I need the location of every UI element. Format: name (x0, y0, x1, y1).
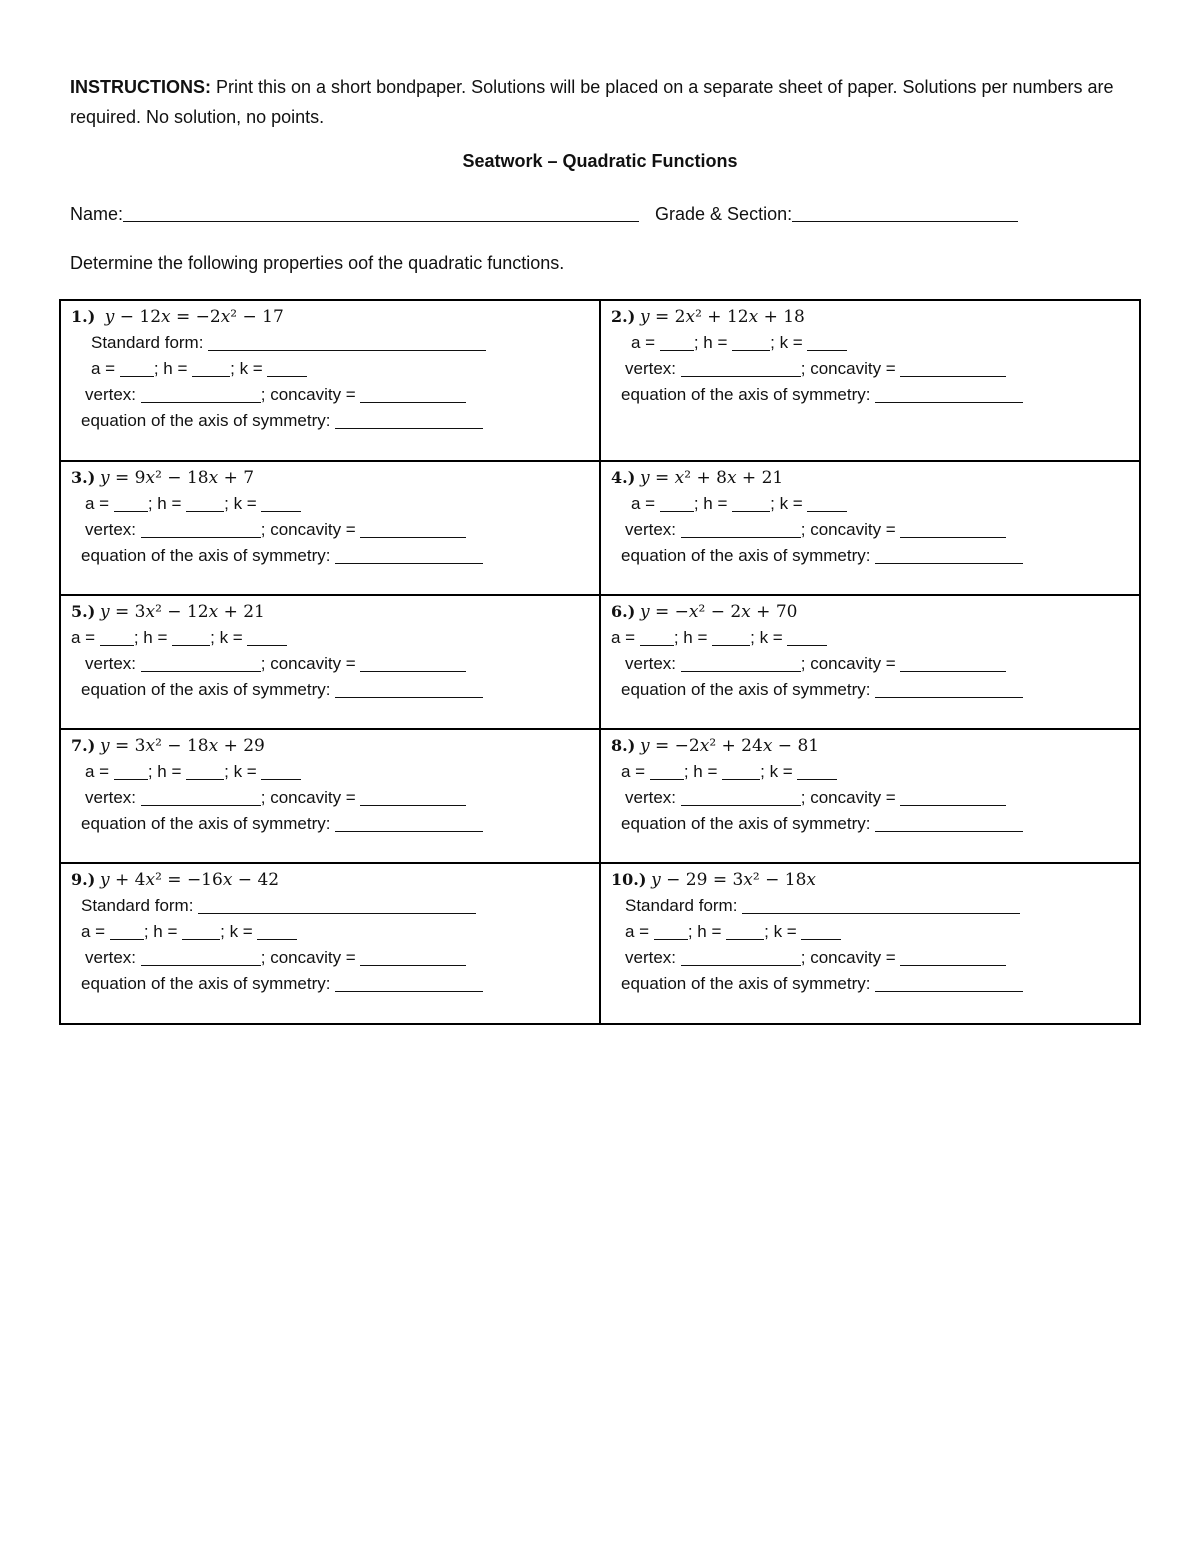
a-label: a = (621, 762, 646, 781)
problem-cell-3 (60, 461, 600, 595)
page-title: Seatwork – Quadratic Functions (462, 151, 738, 171)
axis-label: equation of the axis of symmetry: (621, 546, 871, 565)
vertex-blank[interactable] (141, 789, 261, 806)
concavity-label: ; concavity = (800, 654, 896, 673)
a-label: a = (631, 494, 656, 513)
k-label: ; k = (230, 359, 263, 378)
axis-blank[interactable] (335, 681, 483, 698)
a-blank[interactable] (650, 763, 684, 780)
problem-cell-2 (600, 300, 1140, 461)
problem-cell-5 (60, 595, 600, 729)
concavity-label: ; concavity = (260, 654, 356, 673)
h-label: ; h = (133, 628, 168, 647)
a-label: a = (81, 922, 106, 941)
concavity-blank[interactable] (360, 789, 466, 806)
h-label: ; h = (693, 494, 728, 513)
problem-cell-7 (60, 729, 600, 863)
concavity-blank[interactable] (900, 521, 1006, 538)
h-blank[interactable] (192, 360, 230, 377)
h-label: ; h = (153, 359, 188, 378)
axis-blank[interactable] (335, 975, 483, 992)
axis-label: equation of the axis of symmetry: (81, 974, 331, 993)
h-label: ; h = (683, 762, 718, 781)
a-blank[interactable] (654, 923, 688, 940)
k-label: ; k = (760, 762, 793, 781)
problem-number: 7.) (71, 736, 96, 755)
k-label: ; k = (770, 333, 803, 352)
grade-section-label: Grade & Section: (655, 204, 793, 224)
problem-number: 9.) (71, 870, 96, 889)
a-blank[interactable] (100, 629, 134, 646)
h-label: ; h = (687, 922, 722, 941)
vertex-label: vertex: (85, 948, 137, 967)
concavity-label: ; concavity = (800, 948, 896, 967)
k-label: ; k = (210, 628, 243, 647)
concavity-label: ; concavity = (800, 359, 896, 378)
h-label: ; h = (143, 922, 178, 941)
axis-blank[interactable] (875, 975, 1023, 992)
vertex-label: vertex: (625, 788, 677, 807)
standard-form-label: Standard form: (625, 896, 738, 915)
concavity-blank[interactable] (900, 789, 1006, 806)
problem-equation: 𝑦 = −2𝑥² + 24𝑥 − 81 (640, 736, 820, 756)
axis-label: equation of the axis of symmetry: (81, 546, 331, 565)
axis-blank[interactable] (875, 815, 1023, 832)
a-label: a = (625, 922, 650, 941)
problem-cell-8 (600, 729, 1140, 863)
concavity-label: ; concavity = (260, 385, 356, 404)
axis-blank[interactable] (875, 681, 1023, 698)
standard-form-blank[interactable] (208, 334, 486, 351)
vertex-blank[interactable] (141, 949, 261, 966)
k-blank[interactable] (261, 495, 301, 512)
h-blank[interactable] (186, 495, 224, 512)
axis-label: equation of the axis of symmetry: (621, 385, 871, 404)
vertex-blank[interactable] (141, 521, 261, 538)
a-label: a = (631, 333, 656, 352)
h-blank[interactable] (732, 495, 770, 512)
problem-equation: 𝑦 = 3𝑥² − 12𝑥 + 21 (100, 602, 265, 622)
h-blank[interactable] (186, 763, 224, 780)
k-blank[interactable] (801, 923, 841, 940)
instructions (70, 72, 1130, 132)
h-blank[interactable] (726, 923, 764, 940)
problem-number: 6.) (611, 602, 636, 621)
vertex-label: vertex: (85, 788, 137, 807)
problem-number: 8.) (611, 736, 636, 755)
vertex-label: vertex: (85, 385, 137, 404)
concavity-label: ; concavity = (800, 788, 896, 807)
vertex-blank[interactable] (681, 360, 801, 377)
vertex-label: vertex: (625, 520, 677, 539)
axis-label: equation of the axis of symmetry: (81, 680, 331, 699)
h-blank[interactable] (732, 334, 770, 351)
k-blank[interactable] (787, 629, 827, 646)
k-label: ; k = (770, 494, 803, 513)
a-blank[interactable] (640, 629, 674, 646)
h-label: ; h = (693, 333, 728, 352)
a-blank[interactable] (114, 763, 148, 780)
standard-form-blank[interactable] (198, 897, 476, 914)
a-blank[interactable] (660, 495, 694, 512)
problem-number: 3.) (71, 468, 96, 487)
h-blank[interactable] (182, 923, 220, 940)
axis-blank[interactable] (875, 547, 1023, 564)
problem-equation: 𝑦 + 4𝑥² = −16𝑥 − 42 (100, 870, 280, 890)
axis-blank[interactable] (335, 547, 483, 564)
a-label: a = (71, 628, 96, 647)
k-blank[interactable] (807, 495, 847, 512)
concavity-blank[interactable] (360, 386, 466, 403)
a-blank[interactable] (660, 334, 694, 351)
problem-number: 2.) (611, 307, 636, 326)
concavity-label: ; concavity = (260, 788, 356, 807)
name-label: Name: (70, 204, 124, 224)
concavity-blank[interactable] (360, 521, 466, 538)
problem-equation: 𝑦 = 2𝑥² + 12𝑥 + 18 (640, 307, 805, 327)
a-label: a = (91, 359, 116, 378)
concavity-blank[interactable] (900, 360, 1006, 377)
instructions-label: INSTRUCTIONS: (70, 77, 211, 97)
vertex-blank[interactable] (681, 949, 801, 966)
k-blank[interactable] (807, 334, 847, 351)
vertex-label: vertex: (625, 654, 677, 673)
k-label: ; k = (750, 628, 783, 647)
problem-cell-9 (60, 863, 600, 1024)
problem-number: 10.) (611, 870, 647, 889)
k-label: ; k = (224, 762, 257, 781)
vertex-blank[interactable] (681, 521, 801, 538)
vertex-blank[interactable] (141, 655, 261, 672)
problem-equation: 𝑦 = 9𝑥² − 18𝑥 + 7 (100, 468, 255, 488)
problem-equation: 𝑦 = −𝑥² − 2𝑥 + 70 (640, 602, 798, 622)
concavity-label: ; concavity = (800, 520, 896, 539)
standard-form-label: Standard form: (91, 333, 204, 352)
concavity-blank[interactable] (360, 949, 466, 966)
h-label: ; h = (673, 628, 708, 647)
problem-cell-10 (600, 863, 1140, 1024)
k-blank[interactable] (267, 360, 307, 377)
h-blank[interactable] (172, 629, 210, 646)
a-blank[interactable] (110, 923, 144, 940)
instructions-text: Print this on a short bondpaper. Solutions will be placed on a separate sheet of paper. Solutions per numbers are required. No solution, no points. (70, 77, 1114, 127)
concavity-label: ; concavity = (260, 520, 356, 539)
problem-equation: 𝑦 − 29 = 3𝑥² − 18𝑥 (651, 870, 816, 890)
vertex-label: vertex: (85, 520, 137, 539)
vertex-blank[interactable] (681, 789, 801, 806)
k-label: ; k = (764, 922, 797, 941)
grade-section-field[interactable] (792, 203, 1018, 222)
axis-blank[interactable] (335, 412, 483, 429)
problem-number: 4.) (611, 468, 636, 487)
k-blank[interactable] (797, 763, 837, 780)
axis-label: equation of the axis of symmetry: (621, 974, 871, 993)
problems-table (59, 299, 1141, 1025)
axis-label: equation of the axis of symmetry: (621, 814, 871, 833)
problem-cell-6 (600, 595, 1140, 729)
axis-label: equation of the axis of symmetry: (81, 411, 331, 430)
standard-form-label: Standard form: (81, 896, 194, 915)
h-label: ; h = (147, 494, 182, 513)
vertex-blank[interactable] (141, 386, 261, 403)
k-blank[interactable] (247, 629, 287, 646)
problem-number: 5.) (71, 602, 96, 621)
name-field[interactable] (123, 203, 639, 222)
vertex-label: vertex: (625, 359, 677, 378)
k-blank[interactable] (261, 763, 301, 780)
problem-number: 1.) (71, 307, 96, 326)
a-label: a = (611, 628, 636, 647)
problem-equation: 𝑦 − 12𝑥 = −2𝑥² − 17 (104, 307, 284, 327)
a-blank[interactable] (114, 495, 148, 512)
a-label: a = (85, 494, 110, 513)
concavity-blank[interactable] (360, 655, 466, 672)
k-blank[interactable] (257, 923, 297, 940)
problem-cell-4 (600, 461, 1140, 595)
k-label: ; k = (220, 922, 253, 941)
axis-label: equation of the axis of symmetry: (81, 814, 331, 833)
problem-equation: 𝑦 = 𝑥² + 8𝑥 + 21 (640, 468, 784, 488)
vertex-label: vertex: (625, 948, 677, 967)
concavity-label: ; concavity = (260, 948, 356, 967)
k-label: ; k = (224, 494, 257, 513)
a-blank[interactable] (120, 360, 154, 377)
problem-cell-1 (60, 300, 600, 461)
axis-label: equation of the axis of symmetry: (621, 680, 871, 699)
h-blank[interactable] (712, 629, 750, 646)
problem-equation: 𝑦 = 3𝑥² − 18𝑥 + 29 (100, 736, 265, 756)
axis-blank[interactable] (875, 386, 1023, 403)
h-blank[interactable] (722, 763, 760, 780)
concavity-blank[interactable] (900, 949, 1006, 966)
axis-blank[interactable] (335, 815, 483, 832)
vertex-label: vertex: (85, 654, 137, 673)
directions: Determine the following properties oof the quadratic functions. (70, 253, 565, 273)
h-label: ; h = (147, 762, 182, 781)
vertex-blank[interactable] (681, 655, 801, 672)
a-label: a = (85, 762, 110, 781)
name-grade-line (70, 203, 1018, 225)
concavity-blank[interactable] (900, 655, 1006, 672)
standard-form-blank[interactable] (742, 897, 1020, 914)
